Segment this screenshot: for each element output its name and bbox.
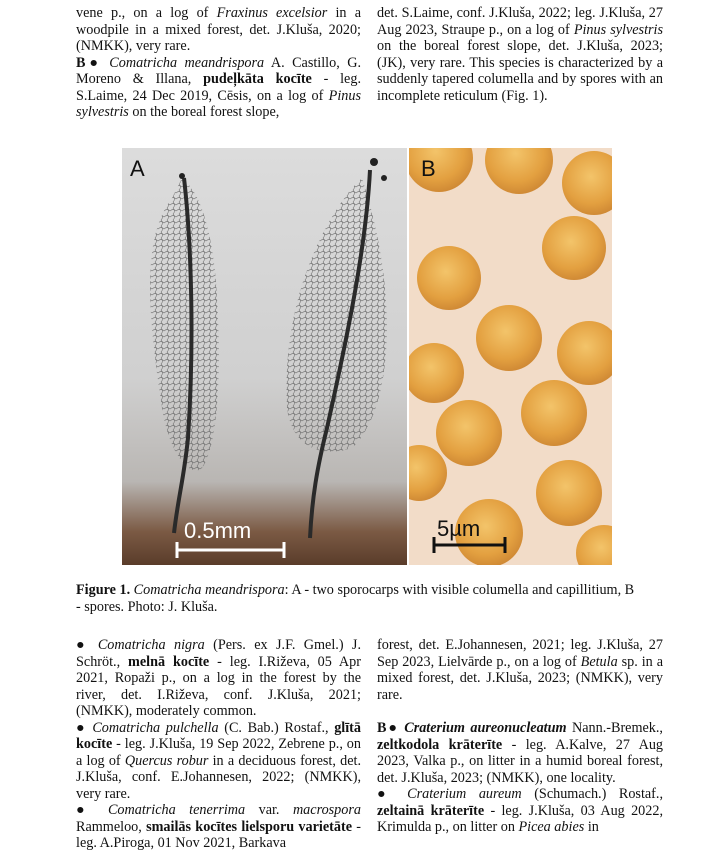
host-name: Betula xyxy=(580,653,618,670)
text-run: var. xyxy=(245,802,293,818)
author-text: (C. Bab.) Rostaf., xyxy=(218,719,335,736)
text-run: - leg. J.Kluša, 19 Sep 2022, Zebrene p., on a log of xyxy=(76,736,361,769)
local-name: melnā kocīte xyxy=(128,653,210,670)
species-name: Comatricha tenerrima xyxy=(107,802,246,818)
species-entry xyxy=(377,720,663,786)
bullet-icon: ● xyxy=(76,719,87,736)
variety-name: macrospora xyxy=(292,802,361,818)
text-run: on the boreal forest slope, xyxy=(128,104,280,120)
species-name: Comatricha meandrispora xyxy=(109,54,265,71)
author-text: Nann.-Bremek., xyxy=(566,720,663,736)
species-entry xyxy=(377,786,663,836)
species-entry xyxy=(76,637,361,720)
scale-bar-label-a: 0.5mm xyxy=(184,518,252,543)
text-run: det. S.Laime, conf. J.Kluša, 2022; leg. J.Kluša, 27 Aug 2023, Straupe p., on a log of xyxy=(377,5,663,38)
panel-a-photo xyxy=(122,148,407,565)
host-name: Picea abies xyxy=(518,819,585,835)
text-run: in a woodpile in a mixed forest, det. J.Kluša, 2020; (NMKK), very rare. xyxy=(76,5,362,54)
bullet-icon: ● xyxy=(76,802,95,818)
species-name: Craterium aureonucleatum xyxy=(404,720,567,736)
text-run: in xyxy=(584,819,599,835)
author-text: A. Castillo, G. Moreno & Illana, xyxy=(76,54,361,87)
top-right-column xyxy=(377,5,663,104)
species-entry xyxy=(76,55,361,121)
species-name: Comatricha nigra xyxy=(97,637,205,653)
bottom-left-column xyxy=(76,637,361,852)
host-name: Quercus robur xyxy=(124,752,209,769)
caption-label: Figure 1. xyxy=(76,582,131,598)
local-name: smailās kocītes lielsporu varietāte xyxy=(146,818,352,835)
text-run: - leg. I.Riževa, 05 Apr 2021, Ropaži p., on a log in the forest by the river, det. I.Riževa, conf. J.Kluša, 2021; (NMKK), moderately common. xyxy=(76,653,362,719)
author-text: (Pers. ex J.F. Gmel.) J. Schröt., xyxy=(76,637,362,670)
species-name: Fraxinus excelsior xyxy=(216,5,328,21)
author-text: Rammeloo, xyxy=(76,818,147,835)
panel-a-label: A xyxy=(130,156,145,181)
author-text: (Schumach.) Rostaf., xyxy=(521,786,663,802)
text-run: - leg. S.Laime, 24 Dec 2019, Cēsis, on a log of xyxy=(76,71,361,104)
top-left-column xyxy=(76,5,361,121)
entry-marker: B● xyxy=(76,54,102,71)
text-run: - leg. J.Kluša, 03 Aug 2022, Krimulda p., on litter on xyxy=(377,802,663,835)
caption-text: : A - two sporocarps with visible columella and capillitium, B - spores. Photo: J. Kluša. xyxy=(76,582,635,615)
bullet-icon: ● xyxy=(76,637,90,653)
text-run: sp. in a mixed forest, det. J.Kluša, 2023; (NMKK), very rare. xyxy=(377,653,663,703)
figure-1 xyxy=(122,148,612,565)
host-name: Pinus sylvestris xyxy=(76,87,361,120)
text-run: - leg. A.Kalve, 27 Aug 2023, Valka p., on litter in a humid boreal forest, det. J.Kluša, 2023; (NMKK), one locality. xyxy=(377,736,664,786)
local-name: glītā kocīte xyxy=(76,719,361,752)
spores-illustration xyxy=(409,148,612,565)
species-name: Comatricha pulchella xyxy=(92,719,219,736)
scale-bar-label-b: 5µm xyxy=(437,516,481,541)
entry-marker: B● xyxy=(377,720,399,736)
text-run: - leg. A.Piroga, 01 Nov 2021, Barkava xyxy=(76,818,361,851)
text-run: in a deciduous forest, det. J.Kluša, conf. E.Johannesen, 2022; (NMKK), very rare. xyxy=(76,752,362,802)
species-entry xyxy=(76,802,361,852)
text-run: on the boreal forest slope, det. J.Kluša, 2023; (JK), very rare. This species is characterized by a suddenly tapered columella and by spores with an incomplete reticulum (Fig. 1). xyxy=(377,38,663,104)
local-name: zeltainā krāterīte xyxy=(377,802,485,819)
figure-caption xyxy=(76,582,636,616)
text-run: forest, det. E.Johannesen, 2021; leg. J.Kluša, 27 Sep 2023, Lielvārde p., on a log of xyxy=(377,637,663,670)
bullet-icon: ● xyxy=(377,786,395,802)
species-entry xyxy=(76,720,361,803)
species-name: Comatricha meandrispora xyxy=(133,582,285,598)
panel-b-photo xyxy=(409,148,612,565)
paragraph xyxy=(377,5,663,104)
local-name: pudeļkāta kocīte xyxy=(203,71,312,87)
local-name: zeltkodola krāterīte xyxy=(377,736,503,753)
sporocarps-illustration xyxy=(122,148,407,565)
text-run: vene p., on a log of xyxy=(76,5,217,21)
species-name: Craterium aureum xyxy=(407,786,522,802)
paragraph xyxy=(76,5,361,55)
paragraph xyxy=(377,637,663,703)
panel-b-label: B xyxy=(421,156,436,181)
host-name: Pinus sylvestris xyxy=(573,21,663,38)
bottom-right-column xyxy=(377,637,663,836)
